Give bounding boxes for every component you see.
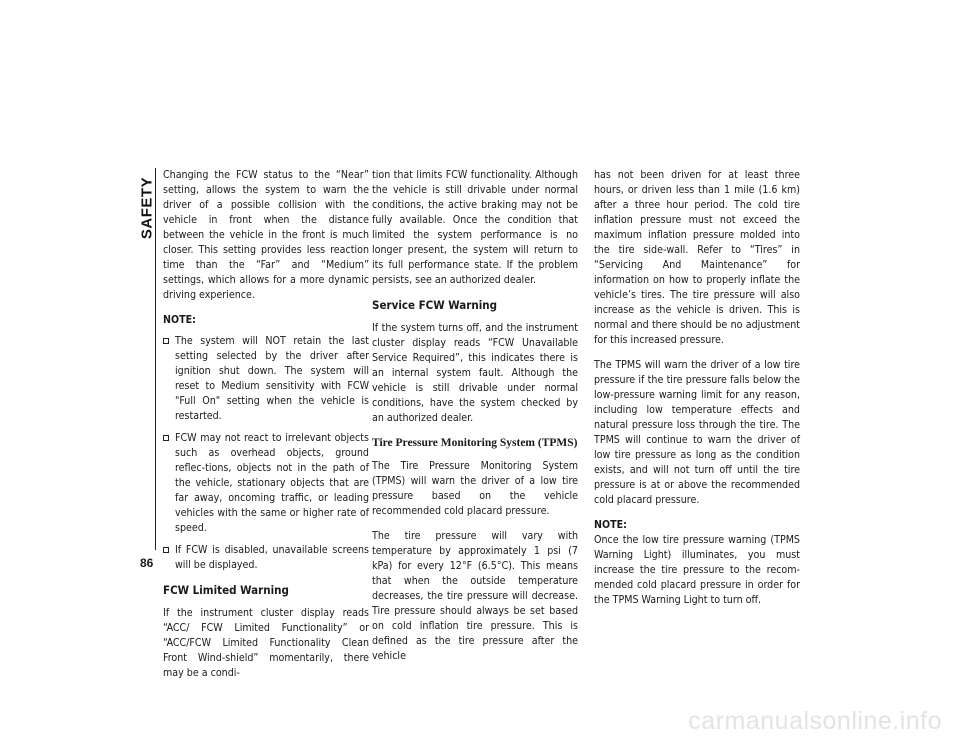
continued-paragraph: tion that limits FCW functionality. Although the vehicle is still drivable under normal conditions, the active braking may not be fully available. Once the condition that limited the system performance is no longer present, the system will return to its full performance state. If the problem persists, see an authorized dealer. [372, 169, 578, 286]
section-label-text: SAFETY [138, 176, 156, 240]
note-item: If FCW is disabled, unavailable screens will be displayed. [163, 543, 369, 573]
continued-paragraph: has not been driven for at least three hours, or driven less than 1 mile (1.6 km) after a three hour period. The cold tire inflation pressure must not exceed the maximum inflation pressure molded into the tire side-wall. Refer to “Tires” in “Servicing And Maintenance” for information on how to properly inflate the vehicle’s tires. The tire pressure will also increase as the vehicle is driven. This is normal and there should be no adjustment for this increased pressure. [594, 169, 800, 346]
column-1 [163, 168, 369, 691]
tpms-paragraph-2: The tire pressure will vary with temperature by approximately 1 psi (7 kPa) for every 12°F (6.5°C). This means that when the outside temperature decreases, the tire pressure will decrease. Tire pressure should always be set based on cold inflation tire pressure. This is defined as the tire pressure after the vehicle [372, 530, 578, 662]
tpms-heading: Tire Pressure Monitoring System (TPMS) [372, 437, 578, 449]
note-paragraph: Once the low tire pressure warning (TPMS Warning Light) illuminates, you must increase the tire pressure to the recom-mended cold placard pressure in order for the TPMS Warning Light to turn off. [594, 534, 800, 606]
note-label: NOTE: [163, 314, 196, 326]
tpms-paragraph-3: The TPMS will warn the driver of a low tire pressure if the tire pressure falls below the low-pressure warning limit for any reason, including low temperature effects and natural pressure loss through the tire. The TPMS will continue to warn the driver of low tire pressure as long as the condition exists, and will not turn off until the tire pressure is at or above the recommended cold placard pressure. [594, 359, 800, 506]
fcw-limited-heading: FCW Limited Warning [163, 583, 289, 597]
note-item: FCW may not react to irrelevant objects such as overhead objects, ground reflec-tions, objects not in the path of the vehicle, stationary objects that are far away, oncoming traffic, or leading vehicles with the same or higher rate of speed. [163, 431, 369, 536]
service-fcw-heading: Service FCW Warning [372, 298, 498, 312]
note-item: The system will NOT retain the last setting selected by the driver after ignition shut down. The system will reset to Medium sensitivity with FCW "Full On" setting when the vehicle is restarted. [163, 334, 369, 424]
watermark: carmanualsonline.info [688, 707, 942, 735]
fcw-limited-paragraph: If the instrument cluster display reads “ACC/ FCW Limited Functionality” or “ACC/FCW Limited Functionality Clean Front Wind-shield” momentarily, there may be a condi- [163, 607, 369, 679]
intro-paragraph: Changing the FCW status to the “Near” setting, allows the system to warn the driver of a possible collision with the vehicle in front when the distance between the vehicle in the front is much closer. This setting provides less reaction time than the “Far” and “Medium” settings, which allows for a more dynamic driving experience. [163, 169, 369, 301]
margin-rule [155, 168, 156, 550]
page-number: 86 [140, 556, 154, 570]
note-label: NOTE: [594, 519, 627, 531]
service-fcw-paragraph: If the system turns off, and the instrument cluster display reads “FCW Unavailable Service Required”, this indicates there is an internal system fault. Although the vehicle is still drivable under normal conditions, have the system checked by an authorized dealer. [372, 322, 578, 424]
section-label [139, 172, 155, 244]
note-list [163, 334, 369, 573]
tpms-paragraph-1: The Tire Pressure Monitoring System (TPMS) will warn the driver of a low tire pressure based on the vehicle recommended cold placard pressure. [372, 460, 578, 517]
column-2 [372, 168, 578, 674]
column-3 [594, 168, 800, 618]
